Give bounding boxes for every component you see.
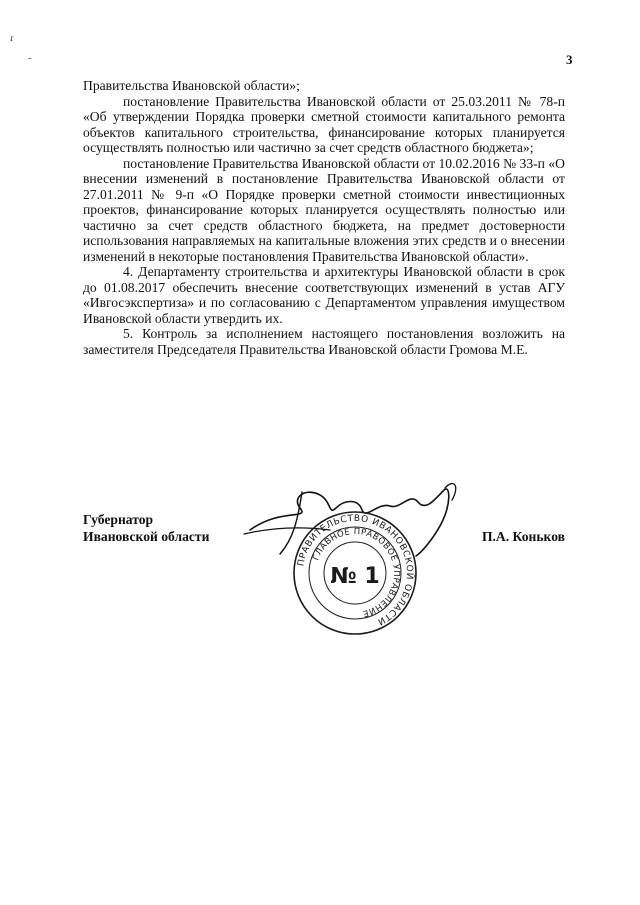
scan-mark: -: [28, 52, 32, 64]
stamp-inner-text: ГЛАВНОЕ ПРАВОВОЕ УПРАВЛЕНИЕ: [311, 526, 402, 619]
stamp-outer-text: ПРАВИТЕЛЬСТВО ИВАНОВСКОЙ ОБЛАСТИ: [296, 513, 415, 627]
paragraph: постановление Правительства Ивановской области от 25.03.2011 № 78-п «Об утверждении Порядка проверки сметной стоимости капитального ремонта объектов капитального строительства, финансирование которых планируется осуществлять полностью или частично за счет средств областного бюджета»;: [83, 93, 565, 155]
document-body: [83, 78, 565, 357]
paragraph: Правительства Ивановской области»;: [83, 78, 300, 93]
signature-block: [83, 511, 565, 545]
paragraph: 5. Контроль за исполнением настоящего постановления возложить на заместителя Председателя Правительства Ивановской области Громова М.Е.: [83, 326, 565, 357]
paragraph: 4. Департаменту строительства и архитектуры Ивановской области в срок до 01.08.2017 обеспечить внесение соответствующих изменений в устав АГУ «Ивгосэкспертиза» и по согласованию с Департаментом управления имуществом Ивановской области утвердить их.: [83, 264, 565, 326]
stamp-number: № 1: [330, 564, 380, 589]
scan-mark: ɾ: [10, 32, 14, 44]
signatory-title-line: Ивановской области: [83, 529, 210, 544]
signatory-name: П.А. Коньков: [481, 529, 565, 544]
signatory-title-line: Губернатор: [83, 512, 154, 527]
page-number: 3: [566, 52, 573, 67]
paragraph: постановление Правительства Ивановской области от 10.02.2016 № 33-п «О внесении изменений в постановление Правительства Ивановской области от 27.01.2011 № 9-п «О Порядке проверки сметной стоимости инвестиционных проектов, финансирование которых планируется осуществлять полностью или частично за счет средств областного бюджета, на предмет достоверности использования направляемых на капитальные вложения этих средств и о внесении изменений в некоторые постановления Правительства Ивановской области».: [83, 155, 565, 264]
